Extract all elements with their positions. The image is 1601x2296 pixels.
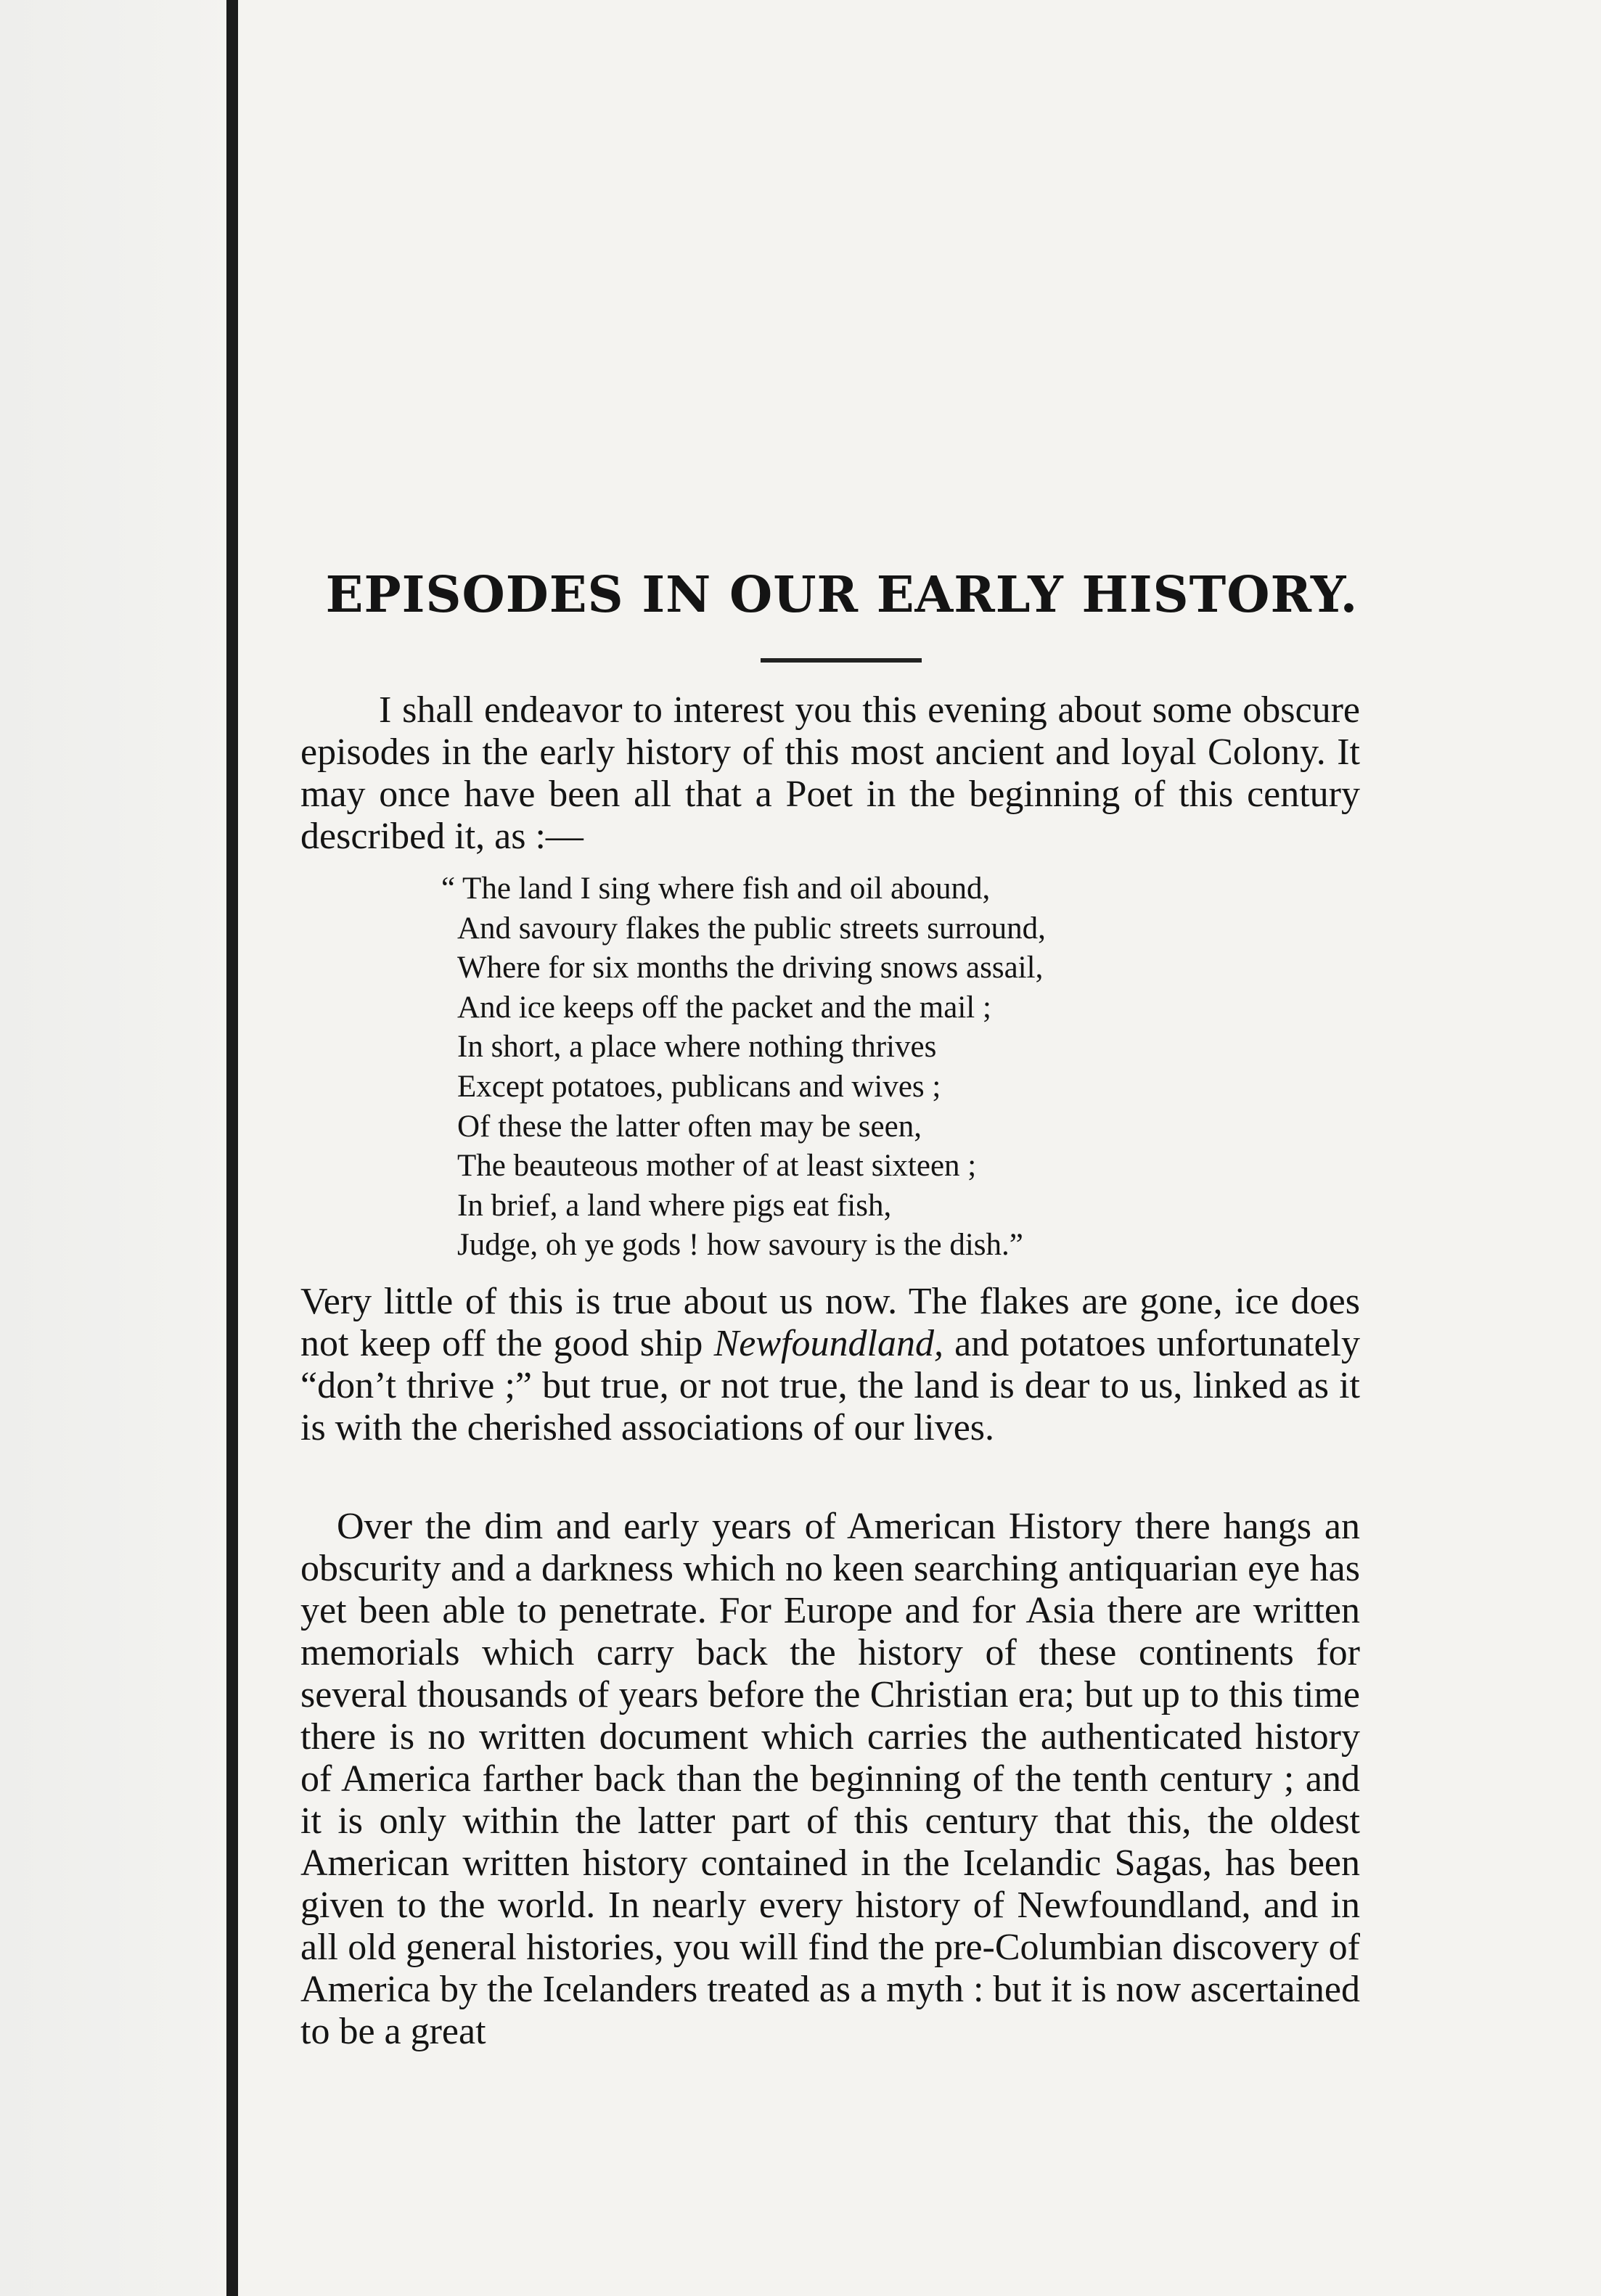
title-divider [761,658,922,663]
intro-text: I shall endeavor to interest you this evening about some obscure episodes in the early history of this most ancient and loyal Colony. It may once have been all that a Poet in the beginning of this century described it, as :— [300,689,1360,857]
body-paragraph-2 [300,1281,1360,1449]
poem-quote [441,869,1285,1266]
poem-line: And ice keeps off the packet and the mail ; [457,990,991,1025]
poem-line: The beauteous mother of at least sixteen ; [457,1149,977,1184]
page-title: EPISODES IN OUR EARLY HISTORY. [325,566,1359,624]
body-paragraph-3 [300,1506,1360,2053]
poem-line: Of these the latter often may be seen, [457,1109,922,1144]
paragraph-text [300,1281,1360,1449]
paragraph-text-part: Very little of this is true about us now. The flakes are gone, ice does not keep off the good ship [300,1281,1360,1364]
page-binding-edge [0,0,232,2296]
paragraph-text: Over the dim and early years of American History there hangs an obscurity and a darkness which no keen searching antiquarian eye has yet been able to penetrate. For Europe and for Asia there are written memorials which carry back the history of these continents for several thousands of years before the Christian era; but up to this time there is no written document which carries the authenticated history of America farther back than the beginning of the tenth century ; and it is only within the latter part of this century that this, the oldest American written history contained in the Icelandic Sagas, has been given to the world. In nearly every history of Newfoundland, and in all old general histories, you will find the pre-Columbian discovery of America by the Icelanders treated as a myth : but it is now ascertained to be a great [300,1506,1360,2052]
ship-name: Newfoundland, [713,1323,943,1364]
poem-line: And savoury flakes the public streets surround, [457,911,1046,946]
poem-line: Where for six months the driving snows assail, [457,951,1044,985]
poem-line: In brief, a land where pigs eat fish, [457,1188,892,1223]
poem-line: “ The land I sing where fish and oil abound, [441,872,991,906]
poem-line: Except potatoes, publicans and wives ; [457,1069,941,1104]
poem-line: In short, a place where nothing thrives [457,1030,937,1065]
paragraph-text-part: and potatoes unfortunately “don’t thrive ;” but true, or not true, the land is dear to us, linked as it is with the cherished associations of our lives. [300,1323,1361,1448]
intro-paragraph [300,689,1360,858]
binding-rule [226,0,238,2296]
poem-line: Judge, oh ye gods ! how savoury is the dish.” [457,1228,1023,1263]
